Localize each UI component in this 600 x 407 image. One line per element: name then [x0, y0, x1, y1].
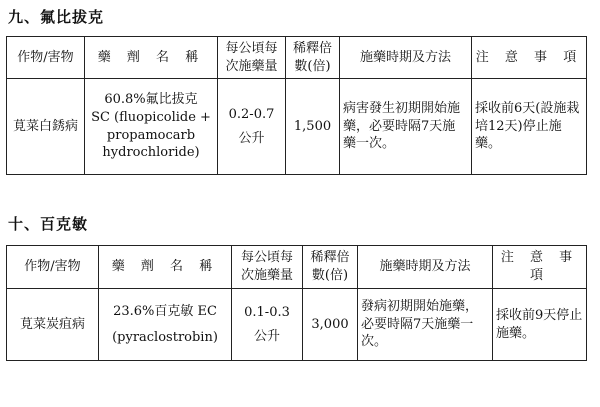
- table-row: [7, 289, 587, 361]
- cell-pesticide-name: [85, 79, 218, 175]
- cell-dilution: 1,500: [286, 79, 340, 175]
- name-line: 60.8%氟比拔克: [104, 92, 198, 108]
- header-dosage: 每公頃每次施藥量: [232, 246, 303, 289]
- dosage-unit: 公升: [238, 130, 265, 146]
- pesticide-table-pyraclostrobin: [6, 245, 587, 361]
- name-line: (pyraclostrobin): [112, 329, 218, 345]
- section-title-fluopicolide: 九、氟比拔克: [8, 8, 105, 26]
- pesticide-table-fluopicolide: [6, 36, 587, 175]
- name-line: 23.6%百克敏 EC: [113, 303, 217, 319]
- section-title-pyraclostrobin: 十、百克敏: [8, 215, 89, 233]
- cell-method: 發病初期開始施藥，必要時隔7天施藥一次。: [358, 289, 493, 361]
- cell-dosage: [218, 79, 286, 175]
- header-name: 藥 劑 名 稱: [99, 246, 232, 289]
- header-notes: 注 意 事 項: [493, 246, 587, 289]
- header-dilution: 稀釋倍數(倍): [286, 37, 340, 79]
- cell-crop-pest: 莧菜白銹病: [7, 79, 85, 175]
- cell-dosage: [232, 289, 303, 361]
- header-dilution: 稀釋倍數(倍): [303, 246, 358, 289]
- cell-crop-pest: 莧菜炭疽病: [7, 289, 99, 361]
- header-name: 藥 劑 名 稱: [85, 37, 218, 79]
- header-crop-pest: 作物/害物: [7, 37, 85, 79]
- name-line: hydrochloride): [102, 145, 200, 161]
- cell-notes: 採收前6天(設施栽培12天)停止施藥。: [472, 79, 587, 175]
- header-crop-pest: 作物/害物: [7, 246, 99, 289]
- dosage-amount: 0.1-0.3: [244, 304, 290, 320]
- table-row: [7, 79, 587, 175]
- cell-method: 病害發生初期開始施藥，必要時隔7天施藥一次。: [340, 79, 472, 175]
- dosage-amount: 0.2-0.7: [228, 106, 275, 122]
- name-line: SC (fluopicolide +: [91, 109, 211, 125]
- name-line: propamocarb: [106, 127, 196, 143]
- dosage-unit: 公升: [253, 328, 280, 344]
- cell-notes: 採收前9天停止施藥。: [493, 289, 587, 361]
- header-method: 施藥時期及方法: [358, 246, 493, 289]
- table-header-row: [7, 246, 587, 289]
- cell-pesticide-name: [99, 289, 232, 361]
- header-dosage: 每公頃每次施藥量: [218, 37, 286, 79]
- cell-dilution: 3,000: [303, 289, 358, 361]
- table-header-row: [7, 37, 587, 79]
- header-method: 施藥時期及方法: [340, 37, 472, 79]
- header-notes: 注 意 事 項: [472, 37, 587, 79]
